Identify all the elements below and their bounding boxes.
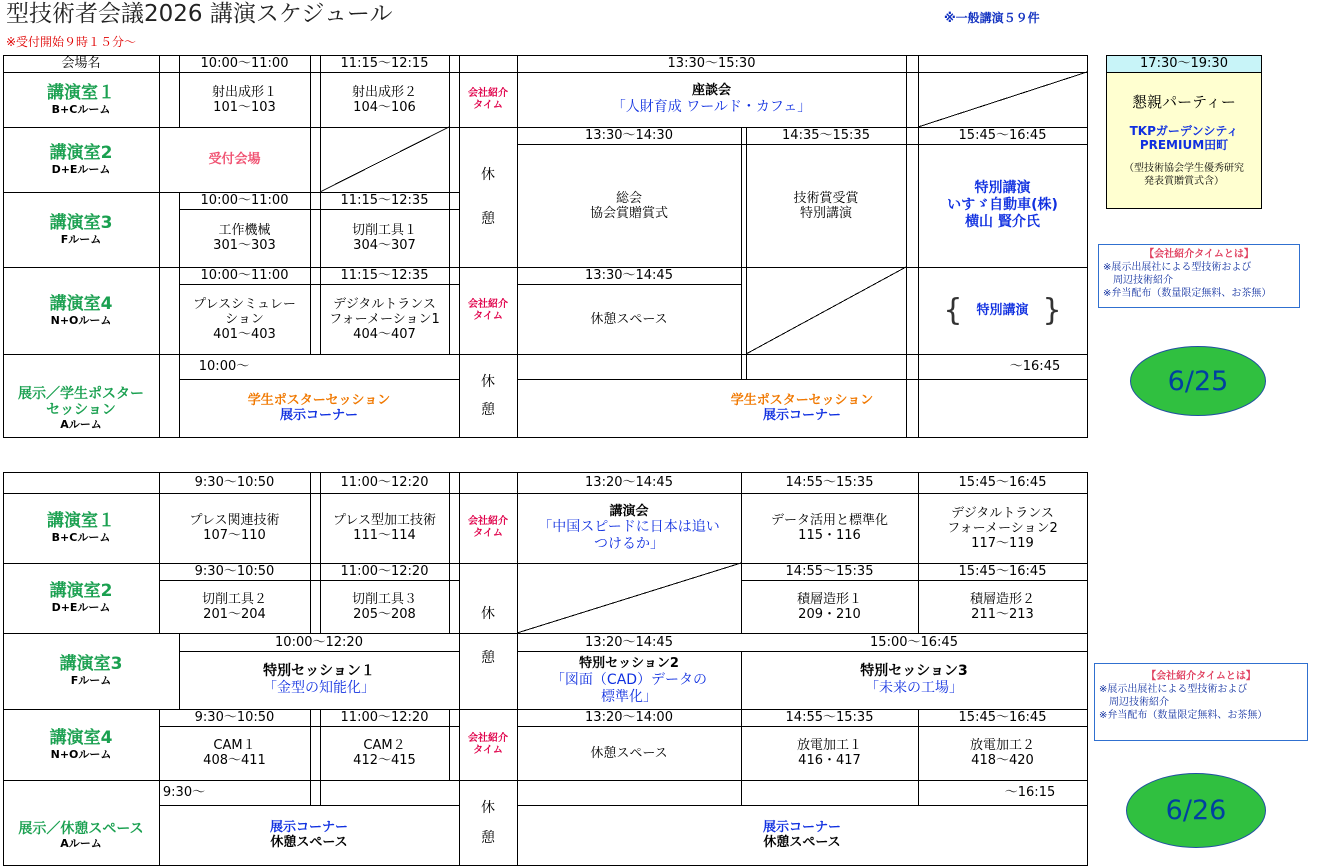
special-session-cell xyxy=(517,651,741,709)
session-numbers: 418～420 xyxy=(971,753,1034,768)
room-label-r4 xyxy=(3,709,159,780)
session-numbers: 107～110 xyxy=(203,528,266,543)
session-cell xyxy=(320,493,449,563)
session-subtitle: 「人財育成 ワールド・カフェ」 xyxy=(611,99,812,115)
room-label-r3 xyxy=(3,192,159,267)
corp-label: 会社紹介 xyxy=(468,732,508,744)
session-title: フォーメーション2 xyxy=(947,520,1058,536)
session-title: プレス型加工技術 xyxy=(332,513,437,528)
time-header: 13:20～14:45 xyxy=(585,475,673,490)
break-cell xyxy=(459,780,517,865)
time-header: 10:00～11:00 xyxy=(200,268,289,283)
room-label-r2 xyxy=(3,127,159,192)
time-header: 11:00～12:20 xyxy=(340,475,429,490)
time-header: 15:45～16:45 xyxy=(958,564,1047,579)
time-header: 11:15～12:35 xyxy=(340,268,429,283)
venue-header: 会場名 xyxy=(61,56,101,71)
break-cell xyxy=(459,127,517,267)
time-header: 14:55～15:35 xyxy=(785,710,874,725)
corp-label: タイム xyxy=(473,310,503,322)
session-numbers: 209・210 xyxy=(798,606,861,622)
company-intro-info xyxy=(1098,244,1300,308)
session-numbers: 111～114 xyxy=(353,528,416,543)
session-subtitle: つけるか」 xyxy=(594,535,664,552)
session-title: デジタルトランス xyxy=(951,505,1054,521)
session-numbers: 404～407 xyxy=(353,326,416,342)
party-title: 懇親パーティー xyxy=(1132,93,1236,111)
session-numbers: 205～208 xyxy=(353,606,416,622)
corp-label: 会社紹介 xyxy=(468,298,508,310)
break-label: 憩 xyxy=(481,650,495,666)
exhibit-corner-label: 展示コーナー xyxy=(762,408,841,423)
session-title: CAM２ xyxy=(363,738,406,753)
break-label: 休 xyxy=(481,606,495,622)
rest-space-label: 休憩スペース xyxy=(270,835,348,850)
room-sub: Fルーム xyxy=(60,232,102,246)
session-subtitle: 「未来の工場」 xyxy=(865,680,963,696)
room-sub: Aルーム xyxy=(60,417,102,431)
session-title: 特別セッション3 xyxy=(860,663,968,679)
session-numbers: 201～204 xyxy=(203,606,266,622)
time-header: 14:55～15:35 xyxy=(785,475,874,490)
exhibit-corner-label: 展示コーナー xyxy=(269,820,348,835)
rest-space-cell: 休憩スペース xyxy=(590,311,668,327)
session-cell xyxy=(918,580,1087,633)
session-cell xyxy=(918,493,1087,563)
session-title: プレスシミュレー xyxy=(193,296,296,312)
session-cell xyxy=(320,72,449,127)
session-subtitle: 「中国スピードに日本は追い xyxy=(538,518,720,535)
time-header: 14:55～15:35 xyxy=(785,564,874,579)
venue-line: TKPガーデンシティ xyxy=(1129,124,1239,138)
break-label: 憩 xyxy=(481,401,495,418)
corp-label: タイム xyxy=(473,744,503,756)
time-header: 13:20～14:00 xyxy=(585,710,673,725)
room-name: 講演室2 xyxy=(49,142,113,163)
rest-space-cell: 休憩スペース xyxy=(590,745,668,761)
session-title: 講演会 xyxy=(609,503,649,519)
time-header: 15:45～16:45 xyxy=(958,475,1047,490)
session-subtitle: 「図面（CAD）データの xyxy=(550,671,708,688)
session-cell xyxy=(918,726,1087,780)
info-line: ※展示出展社による型技術および xyxy=(1103,262,1252,273)
info-line: ※弁当配布（数量限定無料、お茶無） xyxy=(1103,288,1272,299)
session-title: データ活用と標準化 xyxy=(770,513,888,528)
break-label: 憩 xyxy=(481,211,495,227)
company-intro-time xyxy=(459,709,517,780)
time-header: 11:00～12:20 xyxy=(340,710,429,725)
room-label-r1 xyxy=(3,493,159,563)
note-line: 発表賞贈賞式含） xyxy=(1144,176,1224,187)
session-cell xyxy=(320,726,449,780)
time-header: 15:45～16:45 xyxy=(958,710,1047,725)
date-badge-day1: 6/25 xyxy=(1130,346,1266,416)
info-line: 周辺技術紹介 xyxy=(1113,275,1173,286)
poster-session-label: 学生ポスターセッション xyxy=(730,393,874,408)
party-venue xyxy=(1107,124,1261,152)
session-numbers: 117～119 xyxy=(971,535,1034,551)
break-label: 休 xyxy=(481,373,495,390)
info-title: 【会社紹介タイムとは】 xyxy=(1144,249,1254,260)
session-cell xyxy=(320,209,449,267)
info-line: ※弁当配布（数量限定無料、お茶無） xyxy=(1099,710,1268,721)
session-subtitle: 「金型の知能化」 xyxy=(263,680,375,696)
session-cell xyxy=(320,580,449,633)
session-title: 特別講演 xyxy=(799,205,852,221)
time-header: 11:15～12:15 xyxy=(340,56,429,71)
party-note xyxy=(1107,162,1261,188)
session-cell xyxy=(179,284,310,354)
session-cell xyxy=(517,144,741,267)
reception-note: ※受付開始９時１５分～ xyxy=(6,35,137,49)
break-label: 休 xyxy=(481,167,495,183)
session-numbers: 416・417 xyxy=(798,753,861,768)
break-label: 休 xyxy=(481,799,495,816)
session-title: 協会賞贈賞式 xyxy=(589,205,668,221)
session-cell xyxy=(159,580,310,633)
special-lecture-cell xyxy=(918,267,1087,354)
info-line: ※展示出展社による型技術および xyxy=(1099,684,1248,695)
session-title: ション xyxy=(225,311,264,327)
time-header: 10:00～ xyxy=(198,359,250,374)
room-sub: B+Cルーム xyxy=(51,102,111,116)
exhibit-cell xyxy=(517,379,1087,437)
poster-session-label: 学生ポスターセッション xyxy=(247,393,391,408)
session-title: 射出成形２ xyxy=(351,84,417,100)
session-cell xyxy=(179,209,310,267)
time-header: 13:30～14:30 xyxy=(585,128,673,143)
room-label-r3 xyxy=(3,633,179,709)
session-title: 技術賞受賞 xyxy=(793,190,859,206)
corp-label: 会社紹介 xyxy=(468,516,508,527)
party-box xyxy=(1106,55,1262,209)
session-numbers: 412～415 xyxy=(353,753,416,768)
session-title: 座談会 xyxy=(691,83,731,98)
time-header: ～16:45 xyxy=(1009,359,1061,374)
room-name: 講演室3 xyxy=(59,654,123,674)
company-intro-time xyxy=(459,72,517,127)
exhibit-cell xyxy=(179,379,459,437)
room-name: 講演室１ xyxy=(47,511,115,531)
left-brace-icon: { xyxy=(943,292,963,328)
break-cell xyxy=(459,354,517,437)
room-label-r2 xyxy=(3,563,159,633)
session-cell xyxy=(741,726,918,780)
room-name: 講演室１ xyxy=(47,82,115,103)
time-header: 9:30～10:50 xyxy=(194,710,275,725)
session-numbers: 304～307 xyxy=(353,238,416,253)
session-title: 放電加工２ xyxy=(969,738,1035,753)
room-label-exhibit xyxy=(3,805,159,865)
company-intro-info xyxy=(1094,663,1308,741)
session-cell xyxy=(746,144,906,267)
room-name: 講演室3 xyxy=(49,212,113,233)
room-sub: Aルーム xyxy=(60,836,102,850)
session-numbers: 301～303 xyxy=(213,238,276,253)
special-session-cell xyxy=(179,651,459,709)
time-header: 11:15～12:35 xyxy=(340,193,429,208)
room-name: 講演室4 xyxy=(49,727,113,748)
session-title: CAM１ xyxy=(213,738,256,753)
session-cell xyxy=(517,72,906,127)
page-title: 型技術者会議2026 講演スケジュール xyxy=(6,1,393,27)
room-label-r4 xyxy=(3,267,159,354)
session-title: 射出成形１ xyxy=(211,84,277,100)
session-numbers: 115・116 xyxy=(798,528,861,543)
session-title: 切削工具２ xyxy=(201,591,267,607)
room-name: 講演室4 xyxy=(49,293,113,314)
room-name: 講演室2 xyxy=(49,581,113,601)
time-header: 13:30～14:45 xyxy=(585,268,673,283)
session-title: 積層造形１ xyxy=(796,591,862,607)
room-sub: Fルーム xyxy=(70,674,112,687)
session-title: 総会 xyxy=(615,190,642,206)
party-time: 17:30～19:30 xyxy=(1107,56,1261,73)
room-sub: D+Eルーム xyxy=(51,601,111,614)
info-line: 周辺技術紹介 xyxy=(1109,697,1169,708)
session-cell xyxy=(179,72,310,127)
special-lecture-cell xyxy=(918,144,1087,267)
session-cell xyxy=(159,726,310,780)
company-intro-time xyxy=(459,493,517,563)
session-cell xyxy=(159,493,310,563)
time-header: 13:30～15:30 xyxy=(667,56,756,71)
session-title: 放電加工１ xyxy=(796,738,862,753)
room-sub: N+Oルーム xyxy=(50,747,112,761)
room-name: 展示／休憩スペース xyxy=(18,820,144,837)
time-header: 11:00～12:20 xyxy=(340,564,429,579)
session-title: プレス関連技術 xyxy=(189,513,280,528)
session-title: 切削工具１ xyxy=(351,223,417,238)
session-numbers: 104～106 xyxy=(353,99,416,115)
time-header: 9:30～10:50 xyxy=(194,475,275,490)
session-cell xyxy=(741,580,918,633)
room-label-r1 xyxy=(3,72,159,127)
time-header: 10:00～12:20 xyxy=(275,634,363,650)
exhibit-corner-label: 展示コーナー xyxy=(279,408,358,423)
date-badge-day2: 6/26 xyxy=(1126,773,1266,848)
session-title: 切削工具３ xyxy=(351,591,417,607)
corp-label: 会社紹介 xyxy=(468,87,508,99)
time-header: 9:30～10:50 xyxy=(194,564,275,579)
room-sub: D+Eルーム xyxy=(51,162,111,176)
break-cell xyxy=(459,563,517,709)
time-header: ～16:15 xyxy=(1004,785,1056,800)
reception-venue: 受付会場 xyxy=(208,152,261,167)
exhibit-corner-label: 展示コーナー xyxy=(762,820,841,835)
session-numbers: 401～403 xyxy=(213,326,276,342)
room-name: セッション xyxy=(46,401,116,418)
session-title: 特別講演 xyxy=(974,180,1031,196)
exhibit-cell xyxy=(517,805,1087,865)
venue-line: PREMIUM田町 xyxy=(1139,138,1229,152)
session-subtitle: 標準化」 xyxy=(601,688,657,705)
session-numbers: 408～411 xyxy=(203,753,266,768)
company-intro-time xyxy=(459,267,517,354)
session-title: フォーメーション1 xyxy=(329,311,440,327)
session-title: デジタルトランス xyxy=(333,296,436,312)
room-name: 展示／学生ポスター xyxy=(18,385,144,402)
note-line: （型技術協会学生優秀研究 xyxy=(1124,163,1244,174)
room-sub: B+Cルーム xyxy=(51,531,111,544)
talk-count: ※一般講演５９件 xyxy=(944,11,1040,25)
room-label-exhibit xyxy=(3,379,159,437)
time-header: 9:30～ xyxy=(162,785,206,800)
rest-space-label: 休憩スペース xyxy=(763,835,841,850)
time-header: 10:00～11:00 xyxy=(200,56,289,71)
session-cell xyxy=(320,284,449,354)
session-title: 特別講演 xyxy=(976,303,1029,318)
time-header: 15:45～16:45 xyxy=(958,128,1047,143)
session-cell xyxy=(517,493,741,563)
exhibit-cell xyxy=(159,805,459,865)
session-cell xyxy=(741,493,918,563)
speaker-name: 横山 賢介氏 xyxy=(965,214,1040,230)
special-session-cell xyxy=(741,651,1087,709)
room-sub: N+Oルーム xyxy=(50,313,112,327)
session-title: 積層造形２ xyxy=(969,591,1035,607)
session-title: 特別セッション１ xyxy=(263,663,375,679)
speaker-company: いすゞ自動車(株) xyxy=(947,197,1058,213)
time-header: 15:00～16:45 xyxy=(870,634,958,650)
time-header: 10:00～11:00 xyxy=(200,193,289,208)
right-brace-icon: } xyxy=(1042,292,1062,328)
time-header: 14:35～15:35 xyxy=(782,128,870,143)
corp-label: タイム xyxy=(473,99,503,111)
session-title: 特別セッション2 xyxy=(579,655,679,671)
break-label: 憩 xyxy=(481,829,495,846)
time-header: 13:20～14:45 xyxy=(585,634,673,650)
corp-label: タイム xyxy=(473,528,503,539)
session-numbers: 101～103 xyxy=(213,99,276,115)
session-numbers: 211～213 xyxy=(971,606,1034,622)
session-title: 工作機械 xyxy=(218,223,271,238)
info-title: 【会社紹介タイムとは】 xyxy=(1146,671,1256,682)
